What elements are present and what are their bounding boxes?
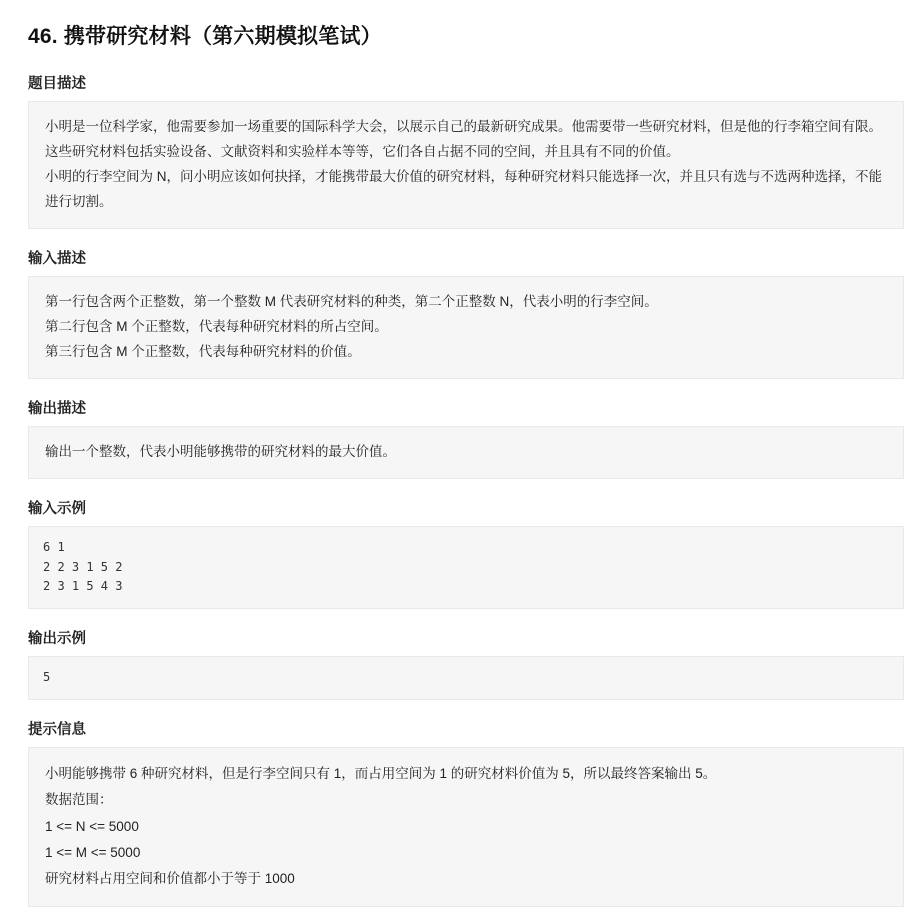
section-heading-output-description: 输出描述 [28,400,86,417]
page-title: 46. 携带研究材料（第六期模拟笔试） [28,25,382,48]
output-example-line: 5 [43,670,51,685]
input-description-line: 第三行包含 M 个正整数，代表每种研究材料的价值。 [45,343,361,359]
section-heading-hint: 提示信息 [28,721,86,738]
hint-line: 1 <= M <= 5000 [45,844,141,860]
input-description-panel [28,276,904,379]
section-heading-input-example: 输入示例 [28,500,86,517]
output-example-panel [28,656,904,700]
hint-line: 小明能够携带 6 种研究材料，但是行李空间只有 1，而占用空间为 1 的研究材料价值为 5，所以最终答案输出 5。 [45,765,717,781]
problem-description-line: 小明的行李空间为 N，问小明应该如何抉择，才能携带最大价值的研究材料，每种研究材料只能选择一次，并且只有选与不选两种选择，不能进行切割。 [45,168,882,209]
output-description-panel [28,426,904,479]
output-description-line: 输出一个整数，代表小明能够携带的研究材料的最大价值。 [45,443,396,459]
section-heading-output-example: 输出示例 [28,631,86,648]
section-heading-problem: 题目描述 [28,76,86,92]
section-hint [28,718,904,907]
problem-description-panel [28,101,904,229]
section-problem-description [28,72,904,229]
section-heading-input-description: 输入描述 [28,250,86,267]
input-description-line: 第一行包含两个正整数，第一个整数 M 代表研究材料的种类，第二个正整数 N，代表小明的行李空间。 [45,293,658,309]
hint-line: 研究材料占用空间和价值都小于等于 1000 [45,871,295,887]
section-input-example [28,497,904,609]
hint-panel [28,747,904,907]
section-output-example [28,627,904,700]
input-example-panel [28,526,904,609]
hint-line: 数据范围： [45,792,113,808]
input-example-line: 2 2 3 1 5 2 [43,559,123,574]
section-output-description [28,397,904,479]
section-input-description [28,247,904,379]
input-example-line: 6 1 [43,539,65,554]
problem-description-line: 小明是一位科学家，他需要参加一场重要的国际科学大会，以展示自己的最新研究成果。他需要带一些研究材料，但是他的行李箱空间有限。这些研究材料包括实验设备、文献资料和实验样本等等，它们各自占据不同的空间，并且具有不同的价值。 [45,119,882,159]
input-example-line: 2 3 1 5 4 3 [43,579,123,594]
input-description-line: 第二行包含 M 个正整数，代表每种研究材料的所占空间。 [45,318,388,334]
hint-line: 1 <= N <= 5000 [45,818,139,834]
